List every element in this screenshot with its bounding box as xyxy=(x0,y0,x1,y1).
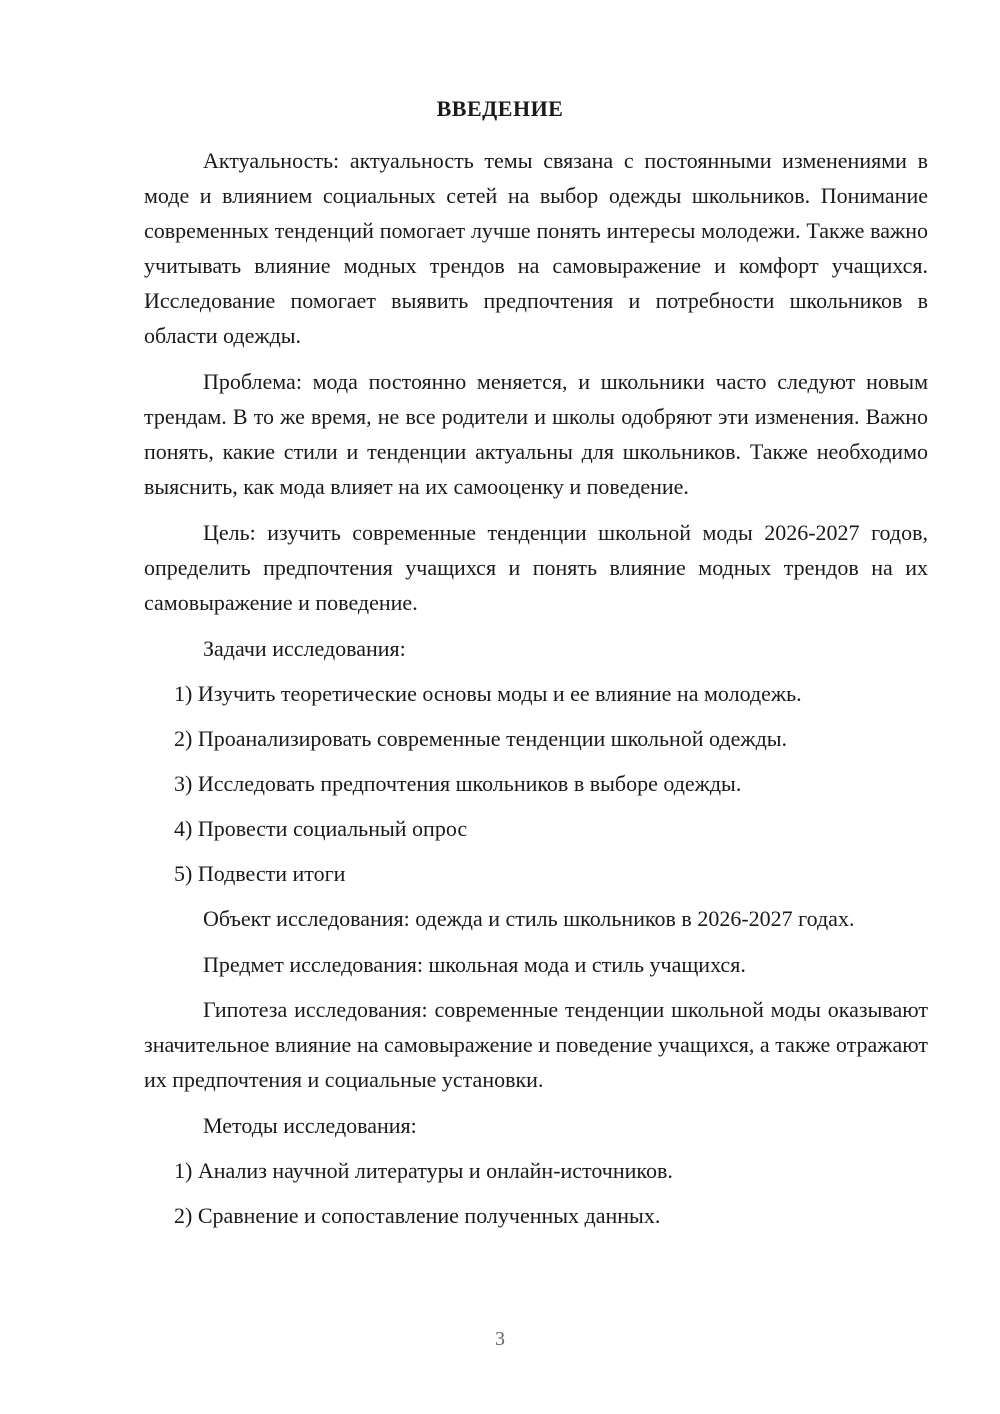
goal-paragraph: Цель: изучить современные тенденции школьной моды 2026-2027 годов, определить предпочтения учащихся и понять влияние модных трендов на их самовыражение и поведение. xyxy=(144,520,928,615)
hypothesis-paragraph: Гипотеза исследования: современные тенденции школьной моды оказывают значительное влияние на самовыражение и поведение учащихся, а также отражают их предпочтения и социальные установки. xyxy=(144,997,928,1092)
method-item: 2) Сравнение и сопоставление полученных данных. xyxy=(174,1203,661,1228)
methods-heading: Методы исследования: xyxy=(203,1113,417,1138)
document-body xyxy=(144,143,928,1243)
page-number: 3 xyxy=(495,1328,505,1350)
subject-paragraph: Предмет исследования: школьная мода и стиль учащихся. xyxy=(203,952,746,977)
task-item: 2) Проанализировать современные тенденции школьной одежды. xyxy=(174,726,788,751)
task-item: 4) Провести социальный опрос xyxy=(174,816,468,841)
task-item: 5) Подвести итоги xyxy=(174,861,346,886)
tasks-list xyxy=(144,676,928,891)
problem-paragraph: Проблема: мода постоянно меняется, и школьники часто следуют новым трендам. В то же время, не все родители и школы одобряют эти изменения. Важно понять, какие стили и тенденции актуальны для школьников. Также необходимо выяснить, как мода влияет на их самооценку и поведение. xyxy=(144,369,928,499)
page-title: ВВЕДЕНИЕ xyxy=(436,96,564,121)
method-item: 1) Анализ научной литературы и онлайн-источников. xyxy=(174,1158,673,1183)
object-paragraph: Объект исследования: одежда и стиль школьников в 2026-2027 годах. xyxy=(203,906,855,931)
relevance-paragraph: Актуальность: актуальность темы связана с постоянными изменениями в моде и влиянием социальных сетей на выбор одежды школьников. Понимание современных тенденций помогает лучше понять интересы молодежи. Также важно учитывать влияние модных трендов на самовыражение и комфорт учащихся. Исследование помогает выявить предпочтения и потребности школьников в области одежды. xyxy=(144,148,928,348)
task-item: 3) Исследовать предпочтения школьников в выборе одежды. xyxy=(174,771,742,796)
methods-list xyxy=(144,1153,928,1233)
task-item: 1) Изучить теоретические основы моды и ее влияние на молодежь. xyxy=(174,681,802,706)
tasks-heading: Задачи исследования: xyxy=(203,636,406,661)
